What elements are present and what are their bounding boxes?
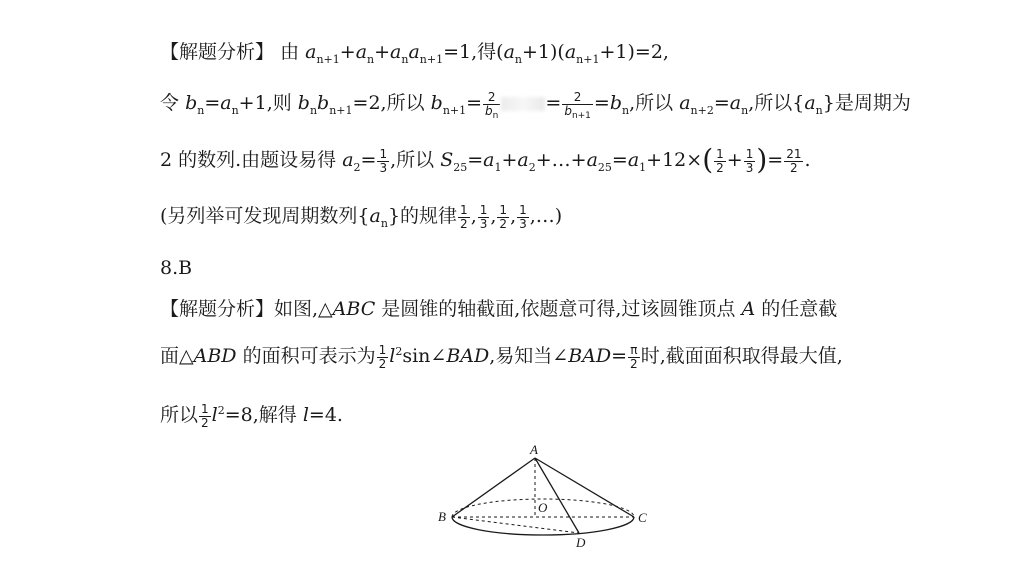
label-o: O — [538, 500, 548, 515]
line-3: 2 的数列.由题设易得 $a_2=$ $\frac{1}{3}$ ,所以 $S_{25}=a_1+a_2+\dots+a_{25}=a_1+12\times$( $\frac{1}{2}$ + $\frac{1}{3}$ )= $\frac{21}{2}$ . — [160, 143, 811, 176]
generatrix-ab — [452, 458, 535, 517]
label-c: C — [638, 510, 647, 525]
answer-label: 8.B — [160, 257, 193, 279]
base-ellipse-front — [452, 517, 634, 535]
line-1: 【解题分析】 由 $a_{n+1}+a_n+a_na_{n+1}=1$,得$(a_n+1)(a_{n+1}+1)=2$, — [160, 41, 669, 66]
line-8: 所以 $\frac{1}{2}$ $l^2=8$,解得 l=4. — [160, 401, 343, 430]
label-a: A — [530, 442, 538, 457]
generatrix-ac — [535, 458, 634, 517]
line-6: 【解题分析】如图,△ABC 是圆锥的轴截面,依题意可得,过该圆锥顶点 A 的任意截 — [160, 298, 838, 320]
fraction: $\frac{1}{3}$ — [745, 146, 754, 175]
line-4: (另列举可发现周期数列$\{a_n\}$的规律 $\frac{1}{2}$ , $\frac{1}{3}$ , $\frac{1}{2}$ , $\frac{1}{3}$ ,…) — [160, 202, 563, 231]
line-7: 面△ABD 的面积可表示为 $\frac{1}{2}$ $l^2\sin\angle BAD$,易知当∠BAD= $\frac{\pi}{2}$ 时,截面面积取得最大值, — [160, 342, 843, 371]
section-heading: 【解题分析】 — [160, 41, 275, 63]
generatrix-ad — [535, 458, 579, 533]
fraction: $\frac{21}{2}$ — [786, 146, 802, 175]
label-d: D — [576, 535, 586, 550]
fraction: $\frac{1}{3}$ — [379, 146, 388, 175]
blurred-region — [501, 97, 545, 111]
line-2: 令 $b_n=a_n+1$,则 $b_nb_{n+1}=2$,所以 $b_{n+1}=$ $\frac{2}{b_n}$ = $\frac{2}{b_{n+1}}$ $=b_n$,所以 $a_{n+2}=a_n$,所以$\{a_n\}$是周期为 — [160, 89, 911, 121]
fraction: $\frac{1}{2}$ — [716, 146, 724, 175]
section-heading: 【解题分析】 — [160, 298, 275, 320]
fraction: $\frac{2}{b_n}$ — [485, 89, 499, 121]
chord-bd — [452, 517, 579, 533]
cone-figure — [430, 440, 650, 552]
fraction: $\frac{2}{b_{n+1}}$ — [564, 89, 591, 121]
label-b: B — [438, 509, 446, 524]
